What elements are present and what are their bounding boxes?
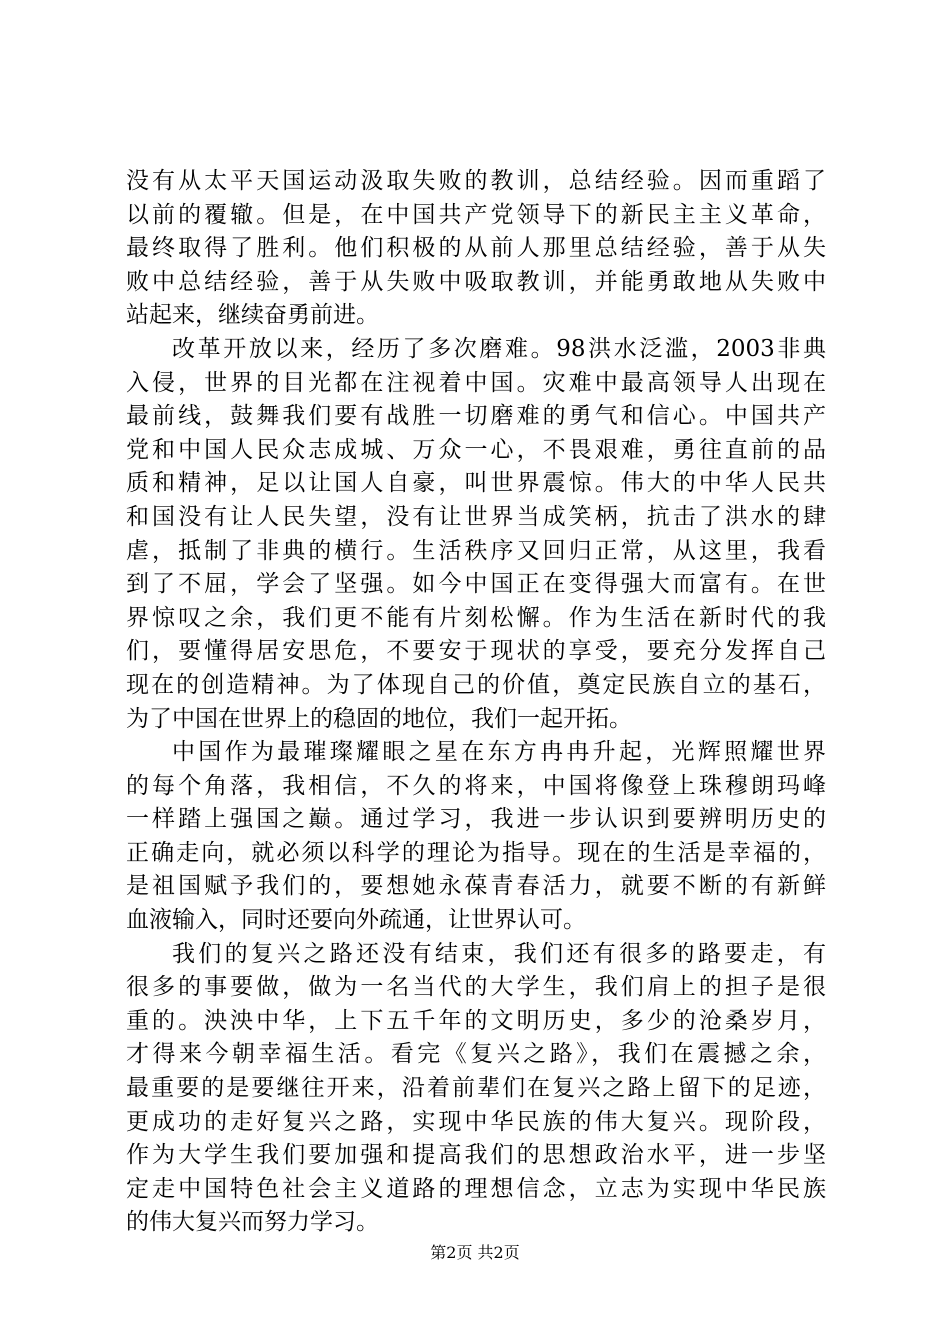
text-line: 党和中国人民众志成城、万众一心，不畏艰难，勇往直前的品 [126, 436, 826, 463]
paragraph [126, 165, 826, 333]
paragraph [126, 938, 826, 1240]
text-line: 没有从太平天国运动汲取失败的教训，总结经验。因而重蹈了 [126, 168, 826, 194]
text-line: 质和精神，足以让国人自豪，叫世界震惊。伟大的中华人民共 [126, 470, 826, 497]
text-line: 们，要懂得居安思危，不要安于现状的享受，要充分发挥自己 [126, 638, 826, 665]
paragraph [126, 736, 826, 938]
text-line: 站起来，继续奋勇前进。 [126, 302, 379, 329]
text-line: 虐，抵制了非典的横行。生活秩序又回归正常，从这里，我看 [126, 537, 826, 564]
text-line: 的每个角落，我相信，不久的将来，中国将像登上珠穆朗玛峰 [126, 772, 826, 799]
text-line: 败中总结经验，善于从失败中吸取教训，并能勇敢地从失败中 [126, 268, 826, 295]
document-body [126, 165, 826, 1240]
page-number-label: 第2页 共2页 [430, 1243, 520, 1262]
paragraph [126, 333, 826, 736]
text-line: 入侵，世界的目光都在注视着中国。灾难中最高领导人出现在 [126, 369, 826, 396]
text-line: 最终取得了胜利。他们积极的从前人那里总结经验，善于从失 [126, 235, 826, 262]
text-line: 改革开放以来，经历了多次磨难。98洪水泛滥，2003非典 [172, 335, 826, 362]
text-line: 重的。泱泱中华，上下五千年的文明历史，多少的沧桑岁月， [126, 1007, 826, 1034]
text-line: 以前的覆辙。但是，在中国共产党领导下的新民主主义革命， [126, 201, 826, 228]
text-line: 最重要的是要继往开来，沿着前辈们在复兴之路上留下的足迹， [126, 1075, 826, 1102]
text-line: 现在的创造精神。为了体现自己的价值，奠定民族自立的基石， [126, 671, 826, 698]
text-line: 正确走向，就必须以科学的理论为指导。现在的生活是幸福的， [126, 839, 826, 866]
text-line: 更成功的走好复兴之路，实现中华民族的伟大复兴。现阶段， [126, 1108, 826, 1135]
text-line: 界惊叹之余，我们更不能有片刻松懈。作为生活在新时代的我 [126, 604, 826, 631]
text-line: 我们的复兴之路还没有结束，我们还有很多的路要走，有 [172, 940, 826, 967]
text-line: 血液输入，同时还要向外疏通，让世界认可。 [126, 907, 586, 934]
text-line: 中国作为最璀璨耀眼之星在东方冉冉升起，光辉照耀世界 [172, 739, 826, 766]
text-line: 才得来今朝幸福生活。看完《复兴之路》，我们在震撼之余， [126, 1041, 826, 1068]
text-line: 是祖国赋予我们的，要想她永葆青春活力，就要不断的有新鲜 [126, 873, 826, 900]
text-line: 为了中国在世界上的稳固的地位，我们一起开拓。 [126, 705, 632, 732]
text-line: 最前线，鼓舞我们要有战胜一切磨难的勇气和信心。中国共产 [126, 403, 826, 430]
text-line: 的伟大复兴而努力学习。 [126, 1209, 379, 1236]
text-line: 定走中国特色社会主义道路的理想信念，立志为实现中华民族 [126, 1175, 826, 1202]
page-footer [0, 1243, 950, 1263]
text-line: 到了不屈，学会了坚强。如今中国正在变得强大而富有。在世 [126, 571, 826, 598]
text-line: 和国没有让人民失望，没有让世界当成笑柄，抗击了洪水的肆 [126, 503, 826, 530]
text-line: 一样踏上强国之巅。通过学习，我进一步认识到要辨明历史的 [126, 806, 826, 833]
text-line: 很多的事要做，做为一名当代的大学生，我们肩上的担子是很 [126, 974, 826, 1001]
text-line: 作为大学生我们要加强和提高我们的思想政治水平，进一步坚 [126, 1142, 826, 1169]
